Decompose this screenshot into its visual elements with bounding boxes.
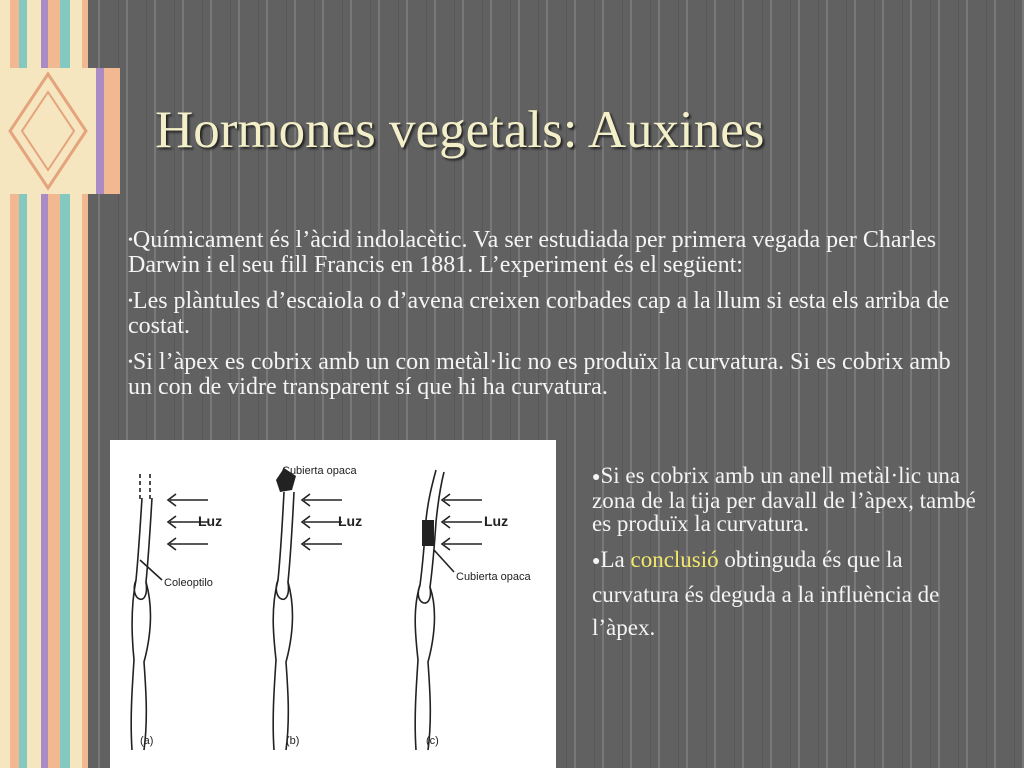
opaque-ring-label: Cubierta opaca bbox=[456, 571, 531, 583]
coleoptile-c bbox=[415, 470, 444, 750]
side-points bbox=[592, 464, 992, 652]
highlighted-word: conclusió bbox=[630, 547, 719, 572]
sidebar-ornament-block bbox=[0, 68, 120, 194]
side-point-text-before: La bbox=[600, 547, 631, 572]
side-bullet-marker: ● bbox=[592, 470, 601, 485]
bullet-marker: • bbox=[128, 233, 133, 248]
side-point-conclusion bbox=[592, 543, 992, 644]
slide-title: Hormones vegetals: Auxines bbox=[155, 101, 765, 159]
light-arrows-b bbox=[302, 494, 342, 550]
ring-pointer-line bbox=[434, 550, 454, 572]
light-label-b: Luz bbox=[338, 513, 363, 529]
coleoptile-a bbox=[131, 474, 152, 750]
bullet-text: Si l’àpex es cobrix amb un con metàl·lic no es produïx la curvatura. Si es cobrix amb un con de vidre transparent sí que hi ha curvatura. bbox=[128, 349, 951, 400]
coleoptile-b bbox=[273, 492, 294, 750]
coleoptile-diagram bbox=[110, 440, 556, 768]
experiment-figure bbox=[110, 440, 556, 768]
opaque-cap-label: Cubierta opaca bbox=[282, 465, 357, 477]
light-label-c: Luz bbox=[484, 513, 509, 529]
bullet-marker: • bbox=[128, 294, 133, 309]
side-point-text: Si es cobrix amb un anell metàl·lic una zona de la tija per davall de l’àpex, també es produïx la curvatura. bbox=[592, 463, 976, 536]
panel-label-a: (a) bbox=[140, 735, 154, 747]
side-point bbox=[592, 464, 992, 535]
diamond-ornament-icon bbox=[0, 68, 120, 194]
side-bullet-marker: ● bbox=[592, 554, 601, 569]
opaque-ring-shape bbox=[422, 520, 434, 546]
bullet-text: Químicament és l’àcid indolacètic. Va ser estudiada per primera vegada per Charles Darwin i el seu fill Francis en 1881. L’experiment és el següent: bbox=[128, 227, 937, 278]
bullet-text: Les plàntules d’escaiola o d’avena creixen corbades cap a la llum si esta els arriba de costat. bbox=[128, 288, 950, 339]
bullet-item bbox=[128, 350, 968, 399]
bullet-item bbox=[128, 228, 968, 277]
coleoptile-pointer-line bbox=[140, 560, 162, 580]
bullet-marker: • bbox=[128, 355, 133, 370]
light-label-a: Luz bbox=[198, 513, 223, 529]
light-arrows-c bbox=[442, 494, 482, 550]
panel-label-b: (b) bbox=[286, 735, 300, 747]
bullet-list bbox=[128, 228, 968, 411]
panel-label-c: (c) bbox=[426, 735, 439, 747]
side-point-text-after: obtinguda és que la curvatura és deguda a la influència de l’àpex. bbox=[592, 547, 940, 640]
coleoptile-label: Coleoptilo bbox=[164, 577, 213, 589]
bullet-item bbox=[128, 289, 968, 338]
